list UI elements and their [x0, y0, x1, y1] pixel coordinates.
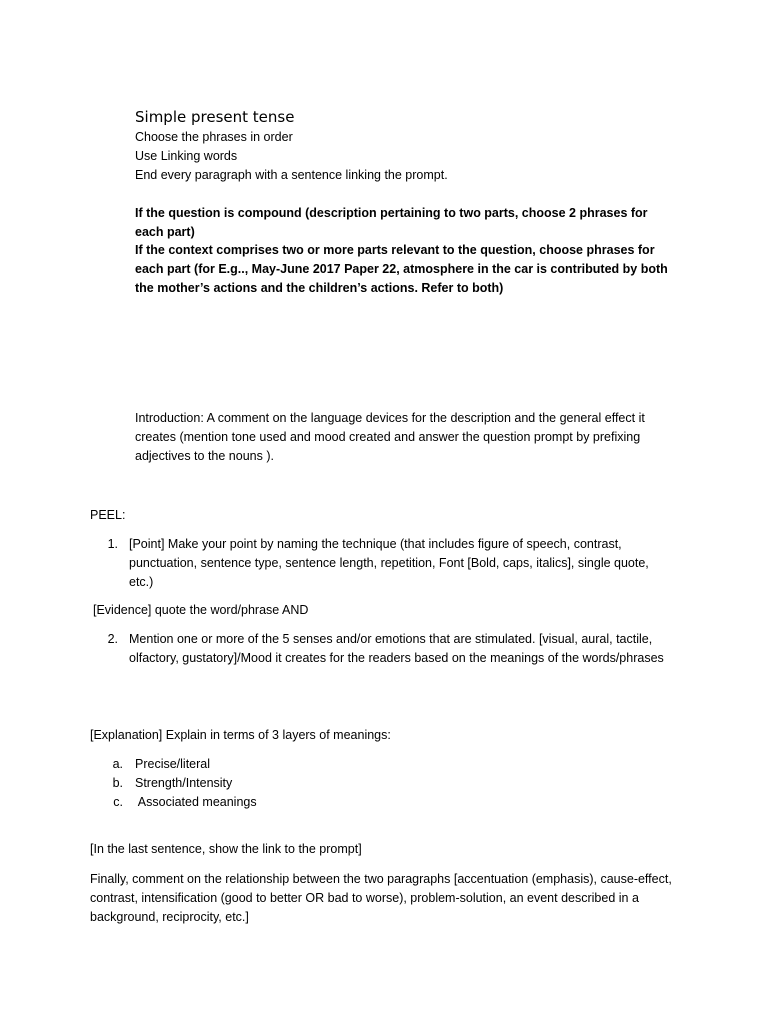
senses-item: Mention one or more of the 5 senses and/or emotions that are stimulated. [visual, aural, tactile, olfactory, gustatory]/Mood it creates for the readers based on the meanings of the words/phrases	[129, 632, 664, 665]
introduction-paragraph: Introduction: A comment on the language devices for the description and the general effect it creates (mention tone used and mood created and answer the question prompt by prefixing adjectives to the nouns ).	[135, 411, 645, 463]
explanation-line: [Explanation] Explain in terms of 3 layers of meanings:	[90, 728, 391, 742]
multi-part-context-rule: If the context comprises two or more parts relevant to the question, choose phrases for each part (for E.g.., May-June 2017 Paper 22, atmosphere in the car is contributed by both the mother’s actions and the children’s actions. Refer to both)	[135, 243, 668, 295]
instruction-line-1: Choose the phrases in order	[135, 130, 293, 144]
compound-question-rule: If the question is compound (description pertaining to two parts, choose 2 phrases for each part)	[135, 206, 648, 239]
last-sentence-line: [In the last sentence, show the link to the prompt]	[90, 842, 362, 856]
senses-number: 2.	[107, 632, 118, 646]
evidence-line: [Evidence] quote the word/phrase AND	[93, 603, 309, 617]
layer-item-strength: Strength/Intensity	[135, 776, 233, 790]
layer-marker-b: b.	[112, 776, 123, 790]
point-number: 1.	[107, 537, 118, 551]
point-item: [Point] Make your point by naming the technique (that includes figure of speech, contrast, punctuation, sentence type, sentence length, repetition, Font [Bold, caps, italics], single quote, etc.)	[129, 537, 649, 589]
instruction-line-3: End every paragraph with a sentence linking the prompt.	[135, 168, 448, 182]
document-title: Simple present tense	[135, 108, 295, 126]
layer-item-associated: Associated meanings	[135, 795, 257, 809]
peel-label: PEEL:	[90, 508, 126, 522]
layer-marker-a: a.	[112, 757, 123, 771]
finally-paragraph: Finally, comment on the relationship between the two paragraphs [accentuation (emphasis), cause-effect, contrast, intensification (good to better OR bad to worse), problem-solution, an event described in a background, reciprocity, etc.]	[90, 872, 672, 924]
layer-item-precise: Precise/literal	[135, 757, 211, 771]
instruction-line-2: Use Linking words	[135, 149, 238, 163]
layer-marker-c: c.	[113, 795, 123, 809]
